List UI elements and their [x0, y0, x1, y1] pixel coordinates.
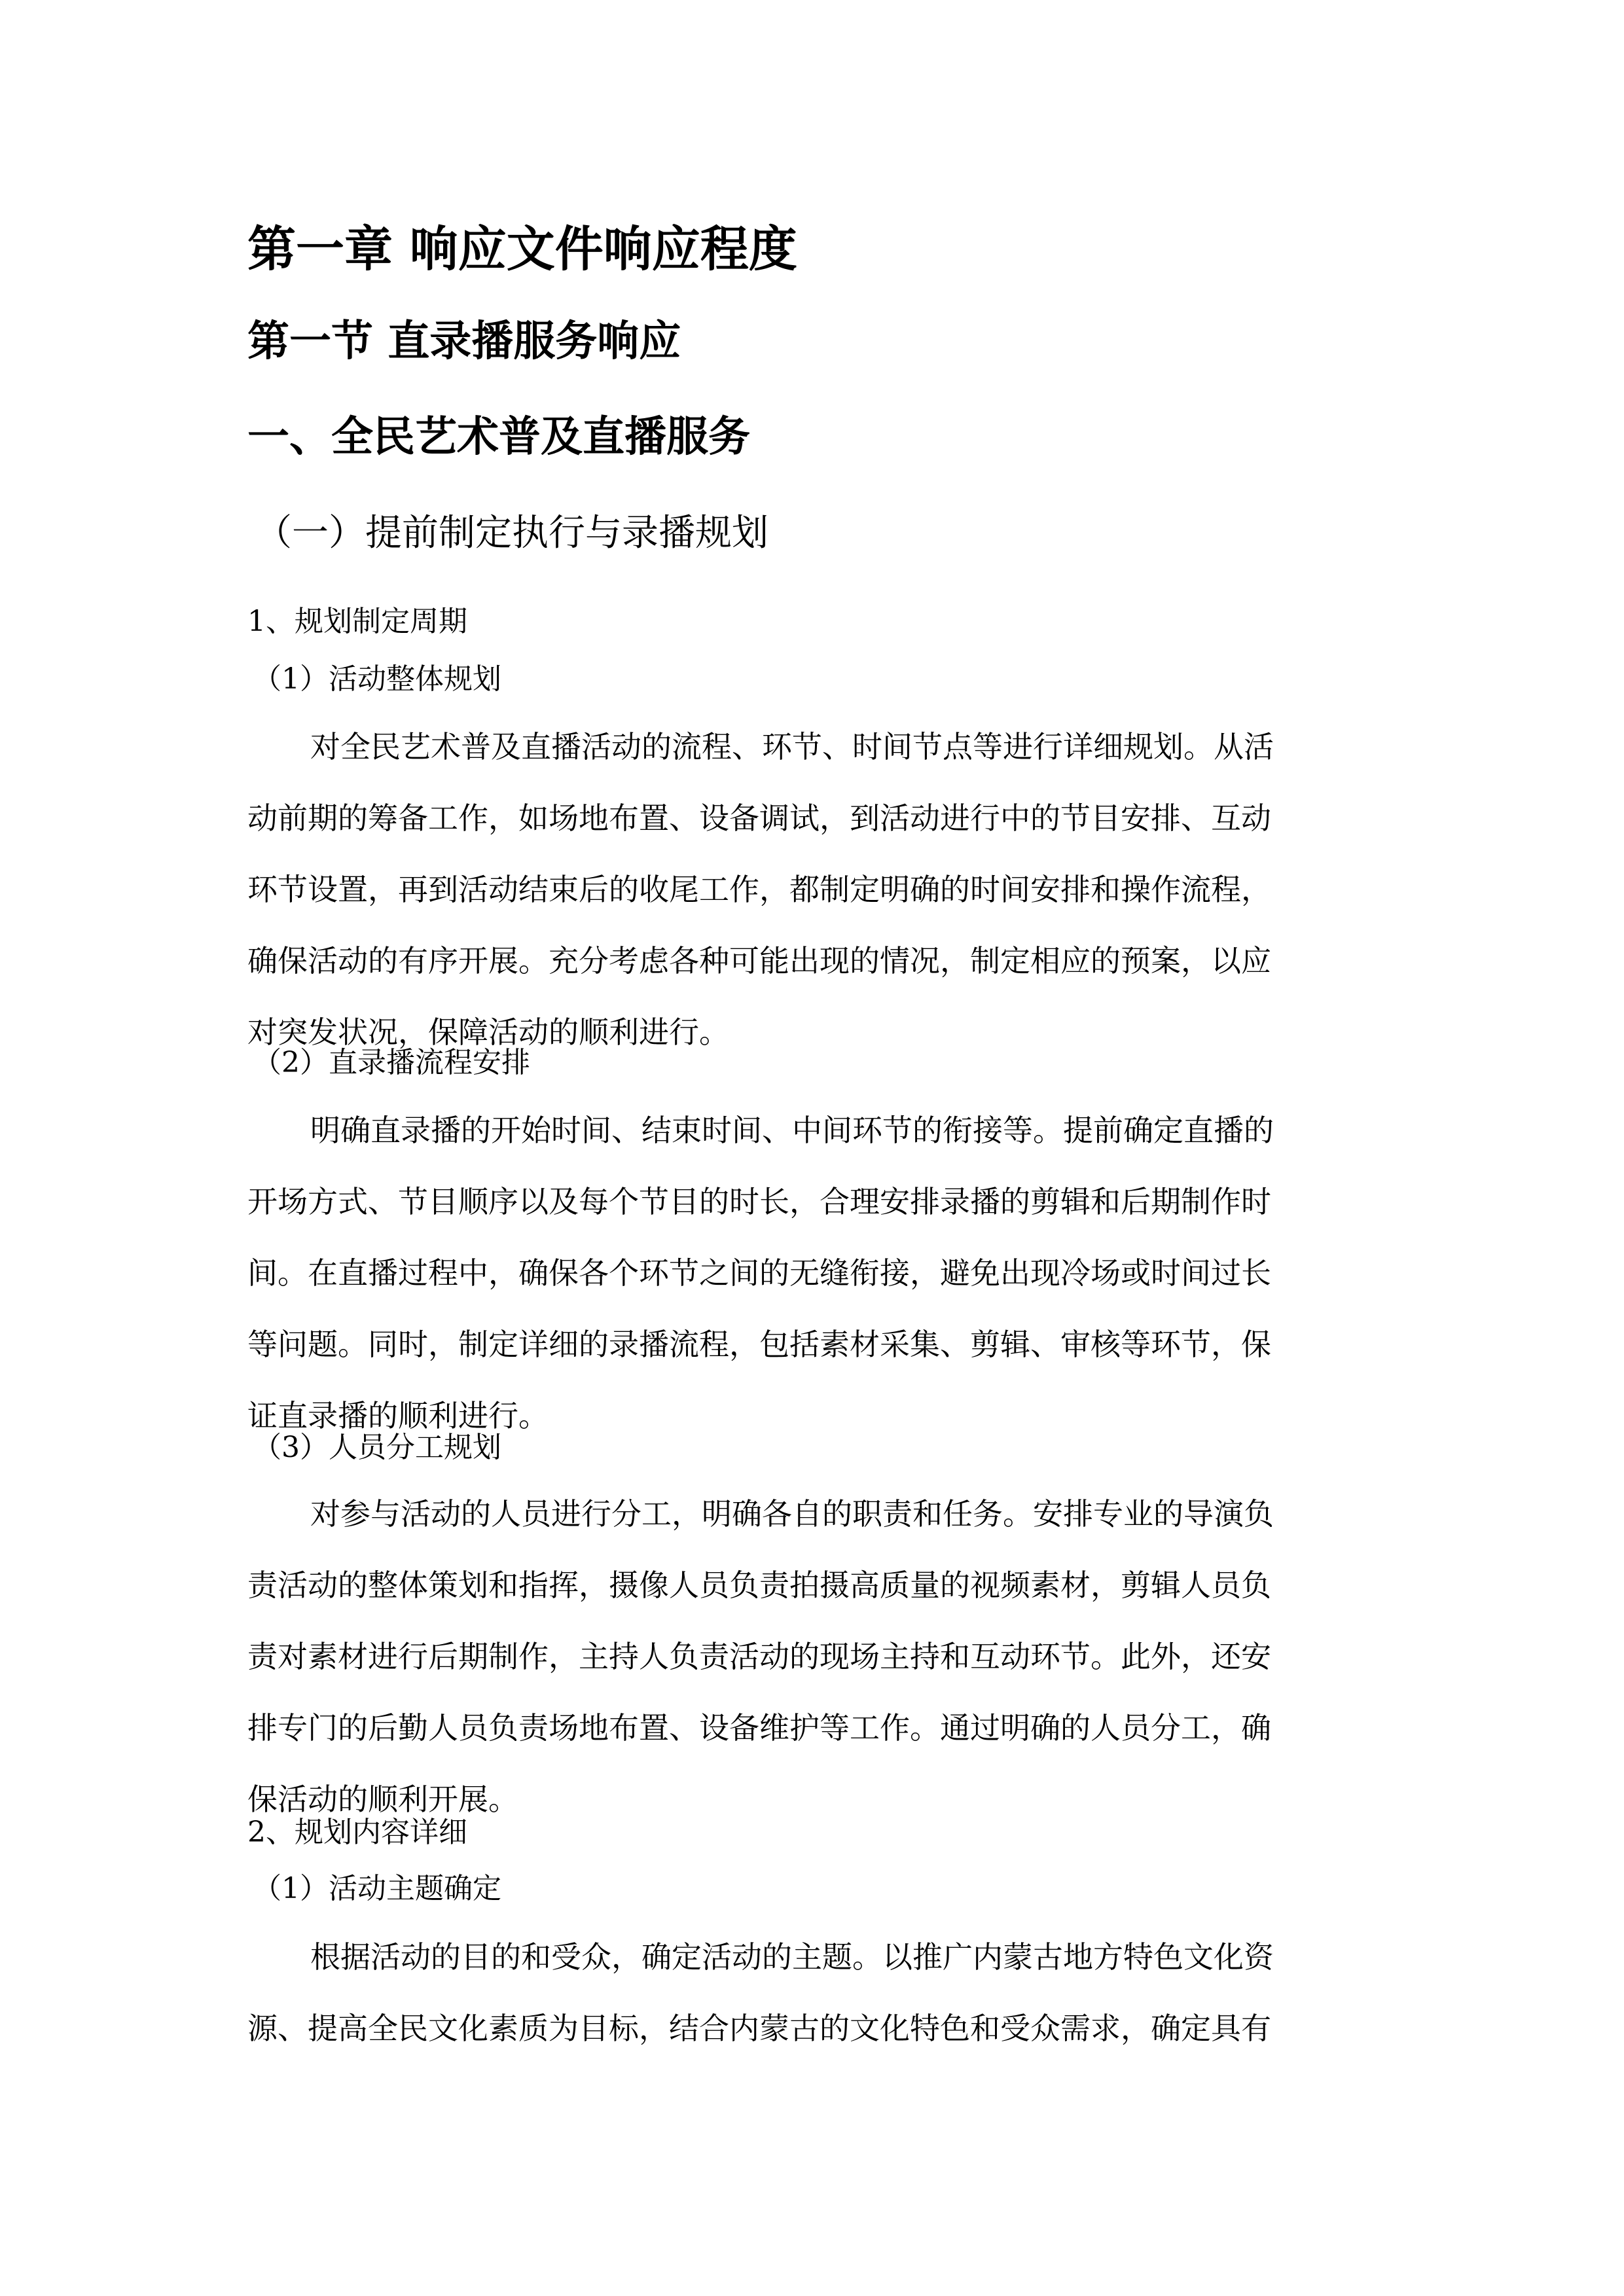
section-title: 第一节 直录播服务响应 — [247, 317, 681, 366]
item-heading-1-1: （1）活动整体规划 — [253, 662, 501, 696]
paragraph-line: 证直录播的顺利进行。 — [247, 1398, 549, 1433]
paragraph-line: 动前期的筹备工作，如场地布置、设备调试，到活动进行中的节目安排、互动 — [247, 800, 1271, 836]
paragraph-theme — [247, 1922, 1377, 2064]
subsection-title: 一、全民艺术普及直播服务 — [247, 412, 750, 461]
item-heading-1-2: （2）直录播流程安排 — [253, 1046, 530, 1079]
paragraph-line: 对全民艺术普及直播活动的流程、环节、时间节点等进行详细规划。从活 — [310, 729, 1274, 764]
paragraph-line: 源、提高全民文化素质为目标，结合内蒙古的文化特色和受众需求，确定具有 — [247, 2011, 1271, 2046]
item-heading-1-3: （3）人员分工规划 — [253, 1431, 501, 1464]
paragraph-line: 保活动的顺利开展。 — [247, 1782, 518, 1817]
item-heading-2: 2、规划内容详细 — [247, 1816, 467, 1849]
paragraph-line: 环节设置，再到活动结束后的收尾工作，都制定明确的时间安排和操作流程， — [247, 872, 1271, 907]
item-heading-1: 1、规划制定周期 — [247, 605, 467, 638]
paragraph-line: 对突发状况，保障活动的顺利进行。 — [247, 1014, 729, 1050]
paragraph-line: 确保活动的有序开展。充分考虑各种可能出现的情况，制定相应的预案，以应 — [247, 943, 1271, 978]
paragraph-line: 根据活动的目的和受众，确定活动的主题。以推广内蒙古地方特色文化资 — [310, 1939, 1274, 1975]
paragraph-line: 间。在直播过程中，确保各个环节之间的无缝衔接，避免出现冷场或时间过长 — [247, 1255, 1271, 1291]
paragraph-line: 责活动的整体策划和指挥，摄像人员负责拍摄高质量的视频素材，剪辑人员负 — [247, 1568, 1271, 1603]
paragraph-line: 等问题。同时，制定详细的录播流程，包括素材采集、剪辑、审核等环节，保 — [247, 1327, 1271, 1362]
paragraph-line: 责对素材进行后期制作，主持人负责活动的现场主持和互动环节。此外，还安 — [247, 1639, 1271, 1674]
paragraph-line: 开场方式、节目顺序以及每个节目的时长，合理安排录播的剪辑和后期制作时 — [247, 1184, 1271, 1219]
paragraph-activity-planning — [247, 711, 1377, 1068]
item-heading-2-1: （1）活动主题确定 — [253, 1872, 501, 1905]
paragraph-line: 排专门的后勤人员负责场地布置、设备维护等工作。通过明确的人员分工，确 — [247, 1710, 1271, 1746]
paragraph-staff-division — [247, 1479, 1377, 1835]
paragraph-broadcast-flow — [247, 1095, 1377, 1452]
chapter-title: 第一章 响应文件响应程度 — [247, 221, 797, 278]
paragraph-line: 对参与活动的人员进行分工，明确各自的职责和任务。安排专业的导演负 — [310, 1496, 1274, 1532]
paragraph-line: 明确直录播的开始时间、结束时间、中间环节的衔接等。提前确定直播的 — [310, 1113, 1274, 1148]
subsubsection-title: （一）提前制定执行与录播规划 — [255, 512, 768, 554]
